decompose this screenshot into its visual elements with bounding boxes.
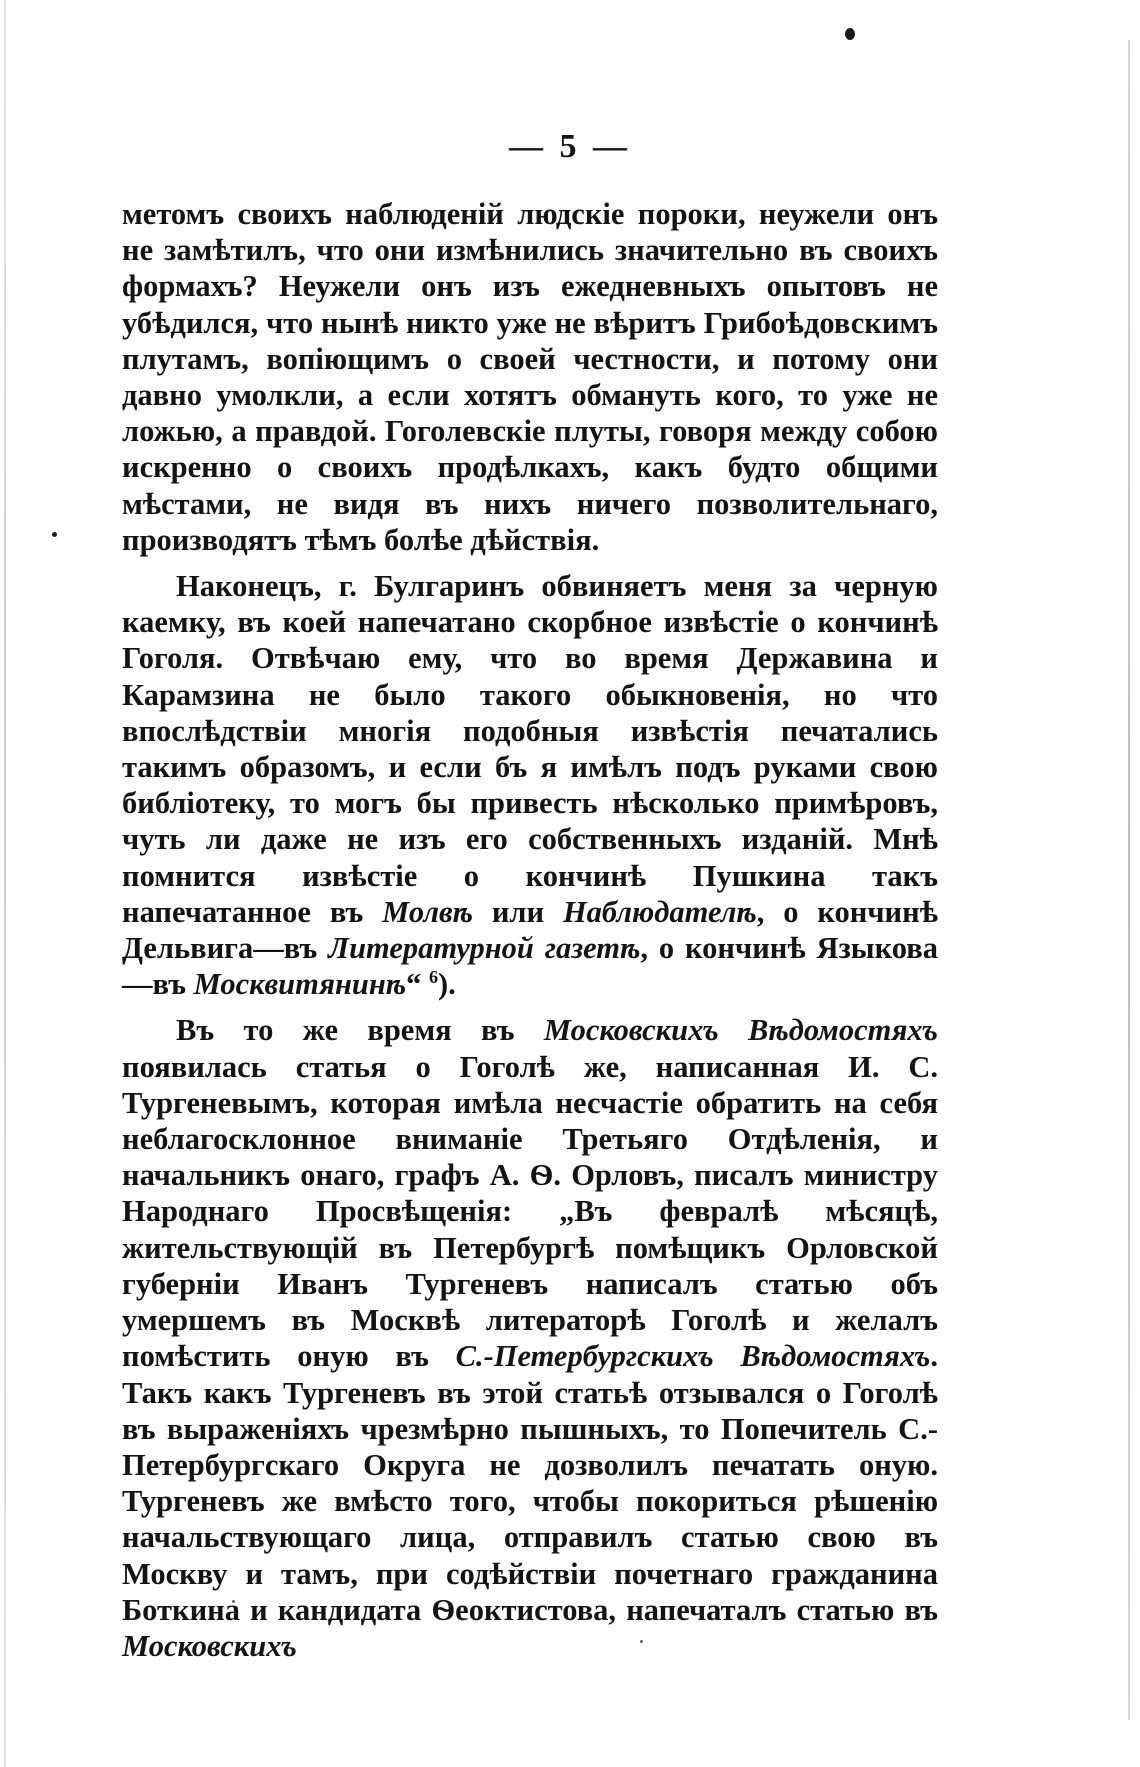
periodical-title: Литературной газетѣ — [328, 931, 641, 966]
text-segment: появилась статья о Гоголѣ же, написанная И. С. Тургеневымъ, которая имѣла несчастіе обратить на себя неблагосклонное вниманіе Третьяго Отдѣленія, и начальникъ онаго, графъ А. Ѳ. Орловъ, писалъ министру Народнаго Просвѣщенія: „Въ февралѣ мѣсяцѣ, жительствующій въ Петербургѣ помѣщикъ Орловской губерніи Иванъ Тургеневъ написалъ статью объ умершемъ въ Москвѣ литераторѣ Гоголѣ и желалъ помѣстить оную въ — [122, 1049, 938, 1374]
scan-edge-left — [4, 0, 6, 1767]
periodical-title: Наблюдателѣ — [562, 894, 757, 929]
periodical-title: Московскихъ Вѣдомостяхъ — [543, 1013, 938, 1048]
paragraph-2 — [122, 568, 938, 1002]
page-number: — 5 — — [509, 128, 631, 165]
text-segment: “ — [406, 967, 430, 1002]
ink-spot — [52, 532, 57, 537]
footnote-marker: 6 — [429, 967, 439, 988]
ink-spot — [845, 28, 855, 40]
text-segment: Наконецъ, г. Булгаринъ обвиняетъ меня за черную каемку, въ коей напечатано скорбное извѣстіе о кончинѣ Гоголя. Отвѣчаю ему, что во время Державина и Карамзина не было такого обыкновенія, но что впослѣдствіи многія подобныя извѣстія печатались такимъ образомъ, и если бъ я имѣлъ подъ руками свою библіотеку, то могъ бы привесть нѣсколько примѣровъ, чуть ли даже не изъ его собственныхъ изданій. Мнѣ помнится извѣстіе о кончинѣ Пушкина такъ напечатанное въ — [122, 569, 938, 929]
text-segment: метомъ своихъ наблюденій людскіе пороки, неужели онъ не замѣтилъ, что они измѣнились значительно въ своихъ формахъ? Неужели онъ изъ ежедневныхъ опытовъ не убѣдился, что нынѣ никто уже не вѣритъ Грибоѣдовскимъ плутамъ, вопіющимъ о своей честности, и потому они давно умолкли, а если хотятъ обмануть кого, то уже не ложью, а правдой. Гоголевскіе плуты, говоря между собою искренно о своихъ продѣлкахъ, какъ будто общими мѣстами, не видя въ нихъ ничего позволительнаго, производятъ тѣмъ болѣе дѣйствія. — [122, 197, 938, 557]
paragraph-3 — [122, 1012, 938, 1664]
periodical-title: Москвитянинѣ — [193, 967, 407, 1002]
text-segment: ). — [438, 967, 456, 1002]
text-segment: , о кончинѣ Дельвига—въ — [122, 894, 938, 966]
scan-edge-right — [1128, 40, 1130, 1720]
paragraph-1 — [122, 196, 938, 558]
body-text — [122, 196, 938, 1664]
text-segment: . Такъ какъ Тургеневъ въ этой статьѣ отзывался о Гоголѣ въ выраженіяхъ чрезмѣрно пышныхъ, то Попечитель С.-Петербургскаго Округа не дозволилъ печатать оную. Тургеневъ же вмѣсто того, чтобы покориться рѣшенію начальствующаго лица, отправилъ статью свою въ Москву и тамъ, при содѣйствіи почетнаго гражданина Боткина и кандидата Ѳеоктистова, напечаталъ статью въ — [122, 1339, 938, 1627]
periodical-title: С.-Петербургскихъ Вѣдомостяхъ — [455, 1339, 931, 1374]
text-segment: , о кончинѣ Языкова—въ — [122, 931, 939, 1002]
text-segment: Въ то же время въ — [176, 1013, 544, 1048]
periodical-title: Молвѣ — [382, 894, 473, 929]
periodical-title: Московскихъ — [122, 1628, 297, 1663]
text-segment: или — [472, 894, 563, 929]
